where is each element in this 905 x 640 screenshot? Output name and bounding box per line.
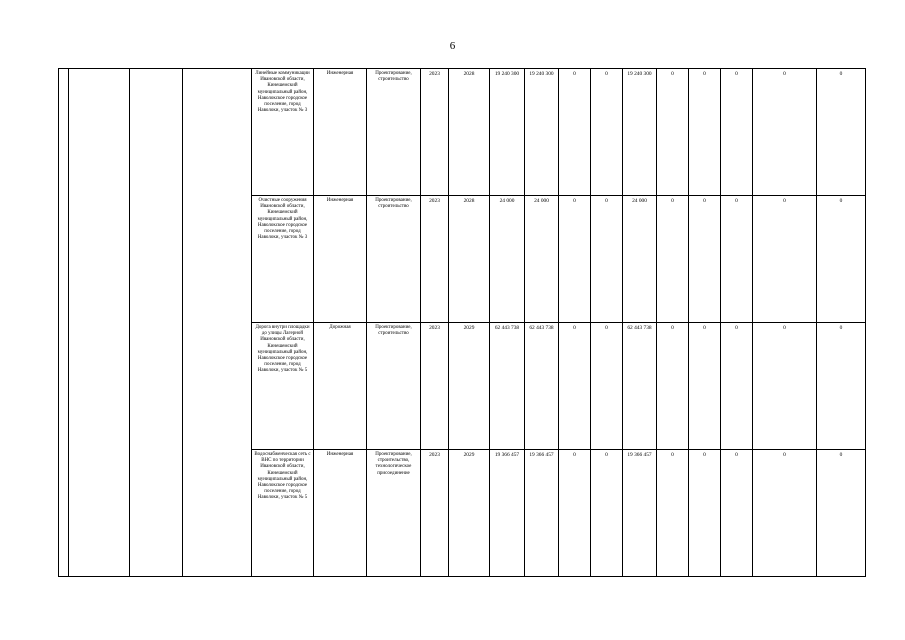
value-cell: 19 240 300 <box>490 69 525 196</box>
value-cell: 0 <box>657 69 689 196</box>
value-cell: 0 <box>753 196 817 323</box>
value-cell: 0 <box>689 69 721 196</box>
value-cell: 0 <box>591 323 623 450</box>
value-cell: 0 <box>721 450 753 577</box>
object-name-cell: Линейные коммуникации Ивановской области, Кинешемский муниципальный район, Наволокское городское поселение, город Наволоки, участок № 3 <box>252 69 314 196</box>
value-cell: 0 <box>559 196 591 323</box>
object-name-cell: Очистные сооружения Ивановской области, Кинешемский муниципальный район, Наволокское городское поселение, город Наволоки, участок № 3 <box>252 196 314 323</box>
value-cell: 19 240 300 <box>525 69 559 196</box>
value-cell: 0 <box>657 196 689 323</box>
year-start-cell: 2023 <box>421 323 449 450</box>
work-type-cell: Проектирование, строительство, технологическое присоединение <box>367 450 421 577</box>
object-type-cell: Инженерная <box>314 196 367 323</box>
value-cell: 0 <box>817 69 866 196</box>
year-start-cell: 2023 <box>421 69 449 196</box>
value-cell: 24 000 <box>525 196 559 323</box>
value-cell: 0 <box>753 323 817 450</box>
value-cell: 0 <box>559 323 591 450</box>
year-start-cell: 2023 <box>421 450 449 577</box>
value-cell: 0 <box>817 323 866 450</box>
empty-cell <box>59 69 69 577</box>
value-cell: 0 <box>753 69 817 196</box>
object-name-cell: Водоснабженческая сеть с ВНС по территории Ивановской области, Кинешемский муниципальный район, Наволокское городское поселение, город Наволоки, участок № 5 <box>252 450 314 577</box>
value-cell: 0 <box>721 69 753 196</box>
value-cell: 19 366 457 <box>623 450 657 577</box>
value-cell: 24 000 <box>490 196 525 323</box>
value-cell: 0 <box>721 323 753 450</box>
year-end-cell: 2029 <box>449 323 490 450</box>
investment-objects-table <box>58 68 866 577</box>
value-cell: 0 <box>657 450 689 577</box>
value-cell: 0 <box>689 323 721 450</box>
empty-cell <box>69 69 130 577</box>
page-number: 6 <box>449 40 456 52</box>
value-cell: 62 443 738 <box>525 323 559 450</box>
value-cell: 24 000 <box>623 196 657 323</box>
value-cell: 0 <box>559 69 591 196</box>
value-cell: 62 443 738 <box>623 323 657 450</box>
empty-cell <box>130 69 183 577</box>
value-cell: 0 <box>817 450 866 577</box>
object-type-cell: Инженерная <box>314 450 367 577</box>
value-cell: 0 <box>657 323 689 450</box>
value-cell: 0 <box>721 196 753 323</box>
year-end-cell: 2029 <box>449 450 490 577</box>
value-cell: 0 <box>591 69 623 196</box>
value-cell: 62 443 738 <box>490 323 525 450</box>
year-end-cell: 2028 <box>449 69 490 196</box>
year-end-cell: 2028 <box>449 196 490 323</box>
value-cell: 19 366 457 <box>490 450 525 577</box>
empty-cell <box>183 69 252 577</box>
value-cell: 0 <box>689 450 721 577</box>
value-cell: 0 <box>591 450 623 577</box>
year-start-cell: 2023 <box>421 196 449 323</box>
value-cell: 19 240 300 <box>623 69 657 196</box>
value-cell: 0 <box>559 450 591 577</box>
value-cell: 0 <box>689 196 721 323</box>
work-type-cell: Проектирование, строительство <box>367 323 421 450</box>
object-type-cell: Инженерная <box>314 69 367 196</box>
work-type-cell: Проектирование, строительство <box>367 196 421 323</box>
value-cell: 19 366 457 <box>525 450 559 577</box>
work-type-cell: Проектирование, строительство <box>367 69 421 196</box>
value-cell: 0 <box>753 450 817 577</box>
table-row <box>59 69 866 196</box>
value-cell: 0 <box>591 196 623 323</box>
object-type-cell: Дорожная <box>314 323 367 450</box>
value-cell: 0 <box>817 196 866 323</box>
data-table-wrapper <box>58 68 865 576</box>
object-name-cell: Дорога внутри площадки до улицы Лагерной Ивановской области, Кинешемский муниципальный район, Наволокское городское поселение, город Наволоки, участок № 5 <box>252 323 314 450</box>
